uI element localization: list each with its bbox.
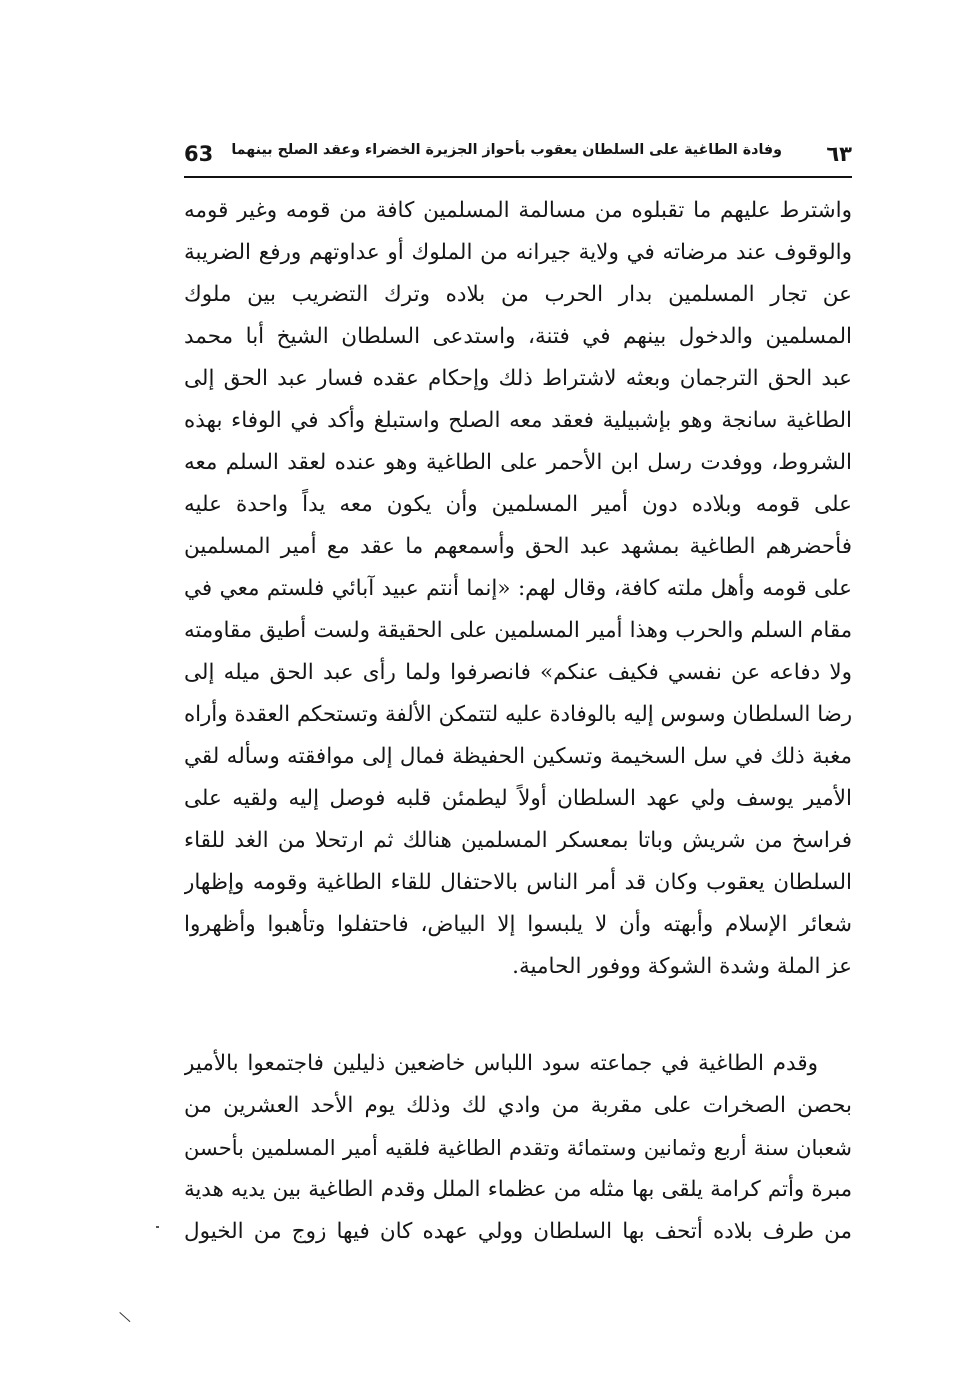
paragraph-1 bbox=[184, 190, 852, 988]
text-line: ولا دفاعه عن نفسي فكيف عنكم» فانصرفوا ولما رأى عبد الحق ميله إلى bbox=[184, 660, 852, 685]
text-line: واشترط عليهم ما تقبلوه من مسالمة المسلمين كافة من قومه وغير قومه bbox=[184, 198, 852, 223]
text-line: المسلمين والدخول بينهم في فتنة، واستدعى السلطان الشيخ أبا محمد bbox=[184, 324, 852, 349]
text-line: مبرة وأتم كرامة يلقى بها مثله من عظماء الملل وقدم الطاغية بين يديه هدية bbox=[184, 1177, 852, 1202]
text-line: الطاغية سانجة وهو بإشبيلية فعقد معه الصلح واستبلغ وأكد في الوفاء بهذه bbox=[184, 408, 852, 433]
header-rule bbox=[184, 176, 852, 178]
scan-speck bbox=[156, 1226, 159, 1228]
text-line: بحصن الصخرات على مقربة من وادي لك وذلك يوم الأحد العشرين من bbox=[184, 1093, 852, 1118]
paragraph-2 bbox=[184, 1043, 852, 1253]
text-line: فأحضرهم الطاغية بمشهد عبد الحق وأسمعهم ما عقد مع أمير المسلمين bbox=[184, 534, 852, 559]
text-line: مغبة ذلك في سل السخيمة وتسكين الحفيظة فمال إلى موافقته وسأله لقي bbox=[184, 744, 852, 769]
text-line: السلطان يعقوب وكان قد أمر الناس بالاحتفال للقاء الطاغية وقومه وإظهار bbox=[184, 870, 852, 895]
text-line: الشروط، ووفدت رسل ابن الأحمر على الطاغية وهو عنده لعقد السلم معه bbox=[184, 450, 852, 475]
text-line: فراسخ من شريش وباتا بمعسكر المسلمين هنالك ثم ارتحلا من الغد للقاء bbox=[184, 828, 852, 853]
text-line: على قومه وأهل ملته كافة، وقال لهم: «إنما أنتم عبيد آبائي فلستم معي في bbox=[184, 576, 852, 601]
text-line: وقدم الطاغية في جماعته سود اللباس خاضعين ذليلين فاجتمعوا بالأمير bbox=[184, 1051, 818, 1076]
text-line: على قومه وبلاده دون أمير المسلمين وأن يكون معه يداً واحدة عليه bbox=[184, 492, 852, 517]
text-line: والوقوف عند مرضاته في ولاية جيرانه من الملوك أو عداوتهم ورفع الضريبة bbox=[184, 240, 852, 265]
text-line: الأمير يوسف ولي عهد السلطان أولاً ليطمئن قلبه فوصل إليه ولقيه على bbox=[184, 786, 852, 811]
text-line: شعائر الإسلام وأبهته وأن لا يلبسوا إلا البياض، فاحتفلوا وتأهبوا وأظهروا bbox=[184, 912, 852, 937]
text-line: مقام السلم والحرب وهذا أمير المسلمين على الحقيقة ولست أطيق مقاومته bbox=[184, 618, 852, 643]
text-line: عز الملة وشدة الشوكة ووفور الحامية. bbox=[512, 954, 852, 979]
text-line: من طرف بلاده أتحف بها السلطان وولي عهده كان فيها زوج من الخيول bbox=[184, 1219, 852, 1244]
page-number-arabic: ٦٣ bbox=[826, 142, 852, 166]
running-title: وفادة الطاغية على السلطان يعقوب بأحواز الجزيرة الخضراء وعقد الصلح بينهما bbox=[231, 142, 782, 158]
text-line: عبد الحق الترجمان وبعثه لاشتراط ذلك وإحكام عقده فسار عبد الحق إلى bbox=[184, 366, 852, 391]
page-number-latin: 63 bbox=[184, 142, 214, 166]
scan-mark bbox=[119, 1312, 130, 1322]
text-line: شعبان سنة أربع وثمانين وستمائة وتقدم الطاغية فلقيه أمير المسلمين بأحسن bbox=[184, 1136, 852, 1160]
text-line: عن تجار المسلمين بدار الحرب من بلاده وترك التضريب بين ملوك bbox=[184, 282, 852, 307]
text-line: رضا السلطان وسوس إليه بالوفادة عليه لتتمكن الألفة وتستحكم العقدة وأراه bbox=[184, 702, 852, 727]
page-header bbox=[184, 138, 852, 172]
